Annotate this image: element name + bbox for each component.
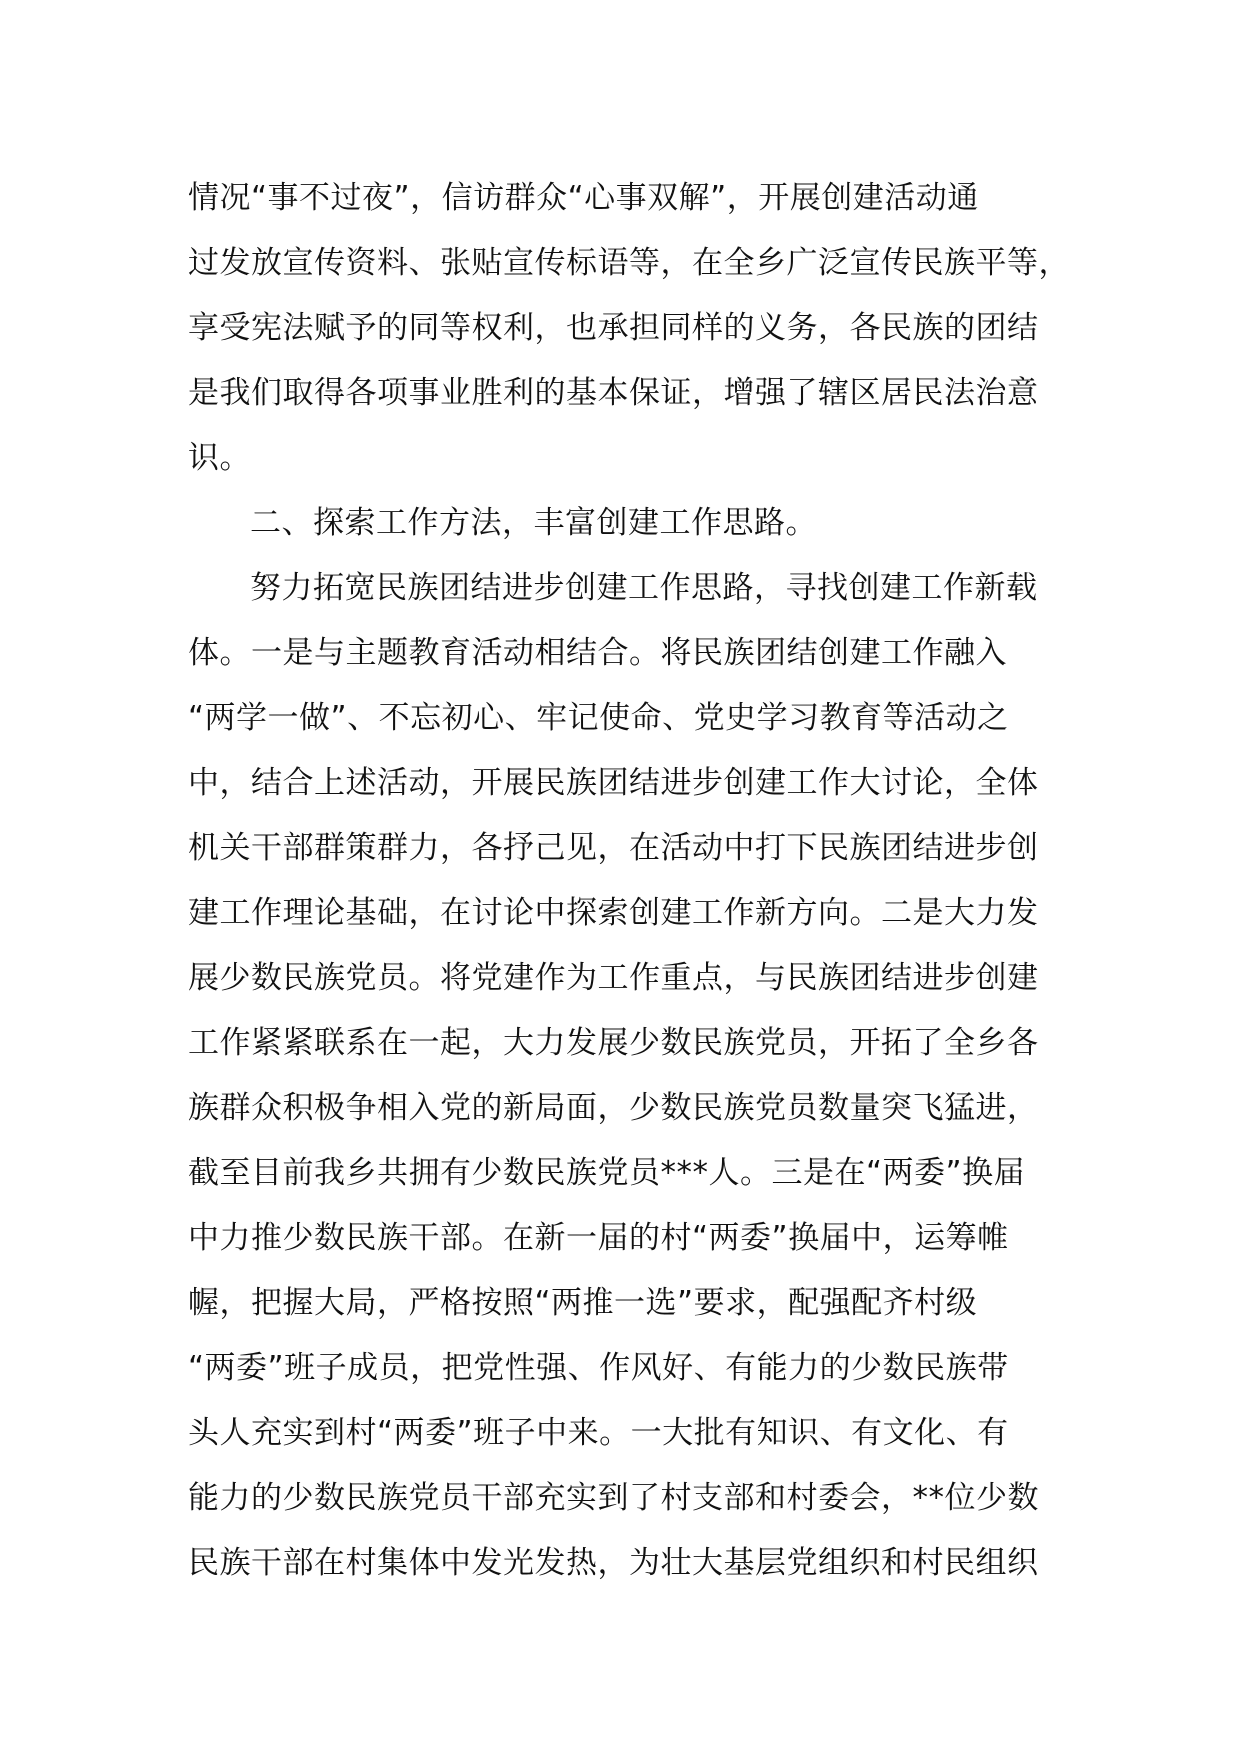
text-line: 民族干部在村集体中发光发热，为壮大基层党组织和村民组织 <box>188 1545 1039 1581</box>
text-line: 是我们取得各项事业胜利的基本保证，增强了辖区居民法治意 <box>188 375 1039 411</box>
paragraph-first-line: 努力拓宽民族团结进步创建工作思路，寻找创建工作新载 <box>250 570 1038 606</box>
text-line: 能力的少数民族党员干部充实到了村支部和村委会，**位少数 <box>188 1480 1039 1516</box>
text-line: “两学一做”、不忘初心、牢记使命、党史学习教育等活动之 <box>188 700 1009 736</box>
text-line: 过发放宣传资料、张贴宣传标语等，在全乡广泛宣传民族平等， <box>188 245 1070 281</box>
text-line: 工作紧紧联系在一起，大力发展少数民族党员，开拓了全乡各 <box>188 1025 1039 1061</box>
text-line: 截至目前我乡共拥有少数民族党员***人。三是在“两委”换届 <box>188 1155 1026 1191</box>
text-line: “两委”班子成员，把党性强、作风好、有能力的少数民族带 <box>188 1350 1009 1386</box>
text-line: 体。一是与主题教育活动相结合。将民族团结创建工作融入 <box>188 635 1007 671</box>
text-line: 识。 <box>188 440 251 476</box>
text-line: 头人充实到村“两委”班子中来。一大批有知识、有文化、有 <box>188 1415 1009 1451</box>
text-line: 中，结合上述活动，开展民族团结进步创建工作大讨论，全体 <box>188 765 1039 801</box>
text-line: 机关干部群策群力，各抒己见，在活动中打下民族团结进步创 <box>188 830 1039 866</box>
text-line: 情况“事不过夜”，信访群众“心事双解”，开展创建活动通 <box>188 180 979 216</box>
text-line: 建工作理论基础，在讨论中探索创建工作新方向。二是大力发 <box>188 895 1039 931</box>
text-line: 族群众积极争相入党的新局面，少数民族党员数量突飞猛进， <box>188 1090 1039 1126</box>
text-line: 享受宪法赋予的同等权利，也承担同样的义务，各民族的团结 <box>188 310 1039 346</box>
text-line: 幄，把握大局，严格按照“两推一选”要求，配强配齐村级 <box>188 1285 978 1321</box>
document-body <box>188 166 1068 1596</box>
section-heading: 二、探索工作方法，丰富创建工作思路。 <box>250 505 817 541</box>
text-line: 中力推少数民族干部。在新一届的村“两委”换届中，运筹帷 <box>188 1220 1009 1256</box>
text-line: 展少数民族党员。将党建作为工作重点，与民族团结进步创建 <box>188 960 1039 996</box>
